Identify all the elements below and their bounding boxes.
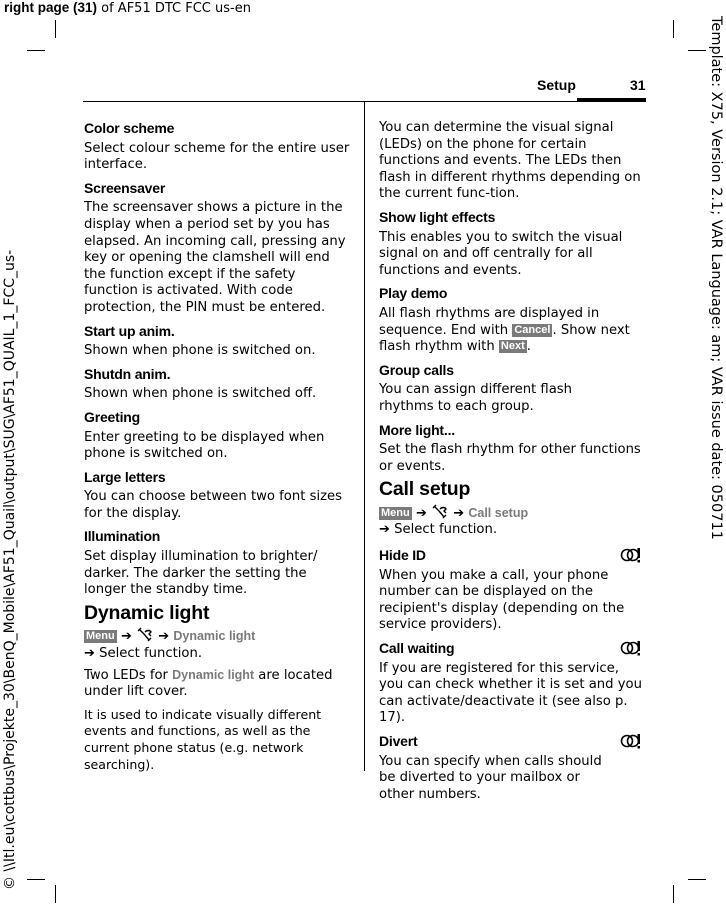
text-greeting: Enter greeting to be displayed when phone is switched on. <box>84 429 325 462</box>
wrench-icon <box>136 627 154 643</box>
arrow-icon: ➔ <box>158 629 170 645</box>
header-doc-name: of AF51 DTC FCC us-en <box>97 1 251 16</box>
leds-text-end: are located under lift cover. <box>84 667 333 700</box>
wrench-icon <box>431 504 449 520</box>
crop-mark <box>27 50 45 51</box>
heading-play-demo: Play demo <box>379 285 448 302</box>
text-screensaver: The screensaver shows a picture in the display when a period set by you has elapsed. An incoming call, pressing any key or opening the clamshell will end the function except if the safety function is activated. With code protection, the PIN must be entered. <box>84 200 346 315</box>
header-page-ref: right page (31) <box>4 0 98 15</box>
text-shutdn-anim: Shown when phone is switched off. <box>84 386 317 402</box>
network-service-icon <box>620 639 642 657</box>
text-play-demo <box>379 306 642 356</box>
document-header <box>4 0 251 16</box>
page-number: 31 <box>630 77 646 93</box>
menu-softkey: Menu <box>86 630 115 643</box>
crop-mark <box>673 885 674 903</box>
menu-path-call-setup <box>379 504 642 539</box>
right-column <box>379 120 642 809</box>
heading-illumination: Illumination <box>84 528 161 545</box>
heading-group-calls: Group calls <box>379 361 454 378</box>
next-softkey: Next <box>500 340 525 353</box>
arrow-icon: ➔ <box>415 505 427 521</box>
template-info-margin: Template: X75, Version 2.1; VAR Language: am; VAR issue date: 050711 <box>708 16 724 540</box>
crop-mark <box>688 50 706 51</box>
text-visual-signal-intro: You can determine the visual signal (LEDs) on the phone for certain functions and events. The LEDs then flash in different rhythms depending on the current func-tion. <box>379 120 641 202</box>
text-divert: You can specify when calls should be diverted to your mailbox or other numbers. <box>379 753 602 802</box>
crop-mark <box>688 879 706 880</box>
text-dynamic-light-usage: It is used to indicate visually different events and functions, as well as the current phone status (e.g. network searching). <box>84 706 322 772</box>
menu-path-label: Dynamic light <box>173 629 256 644</box>
heading-call-setup: Call setup <box>379 478 471 501</box>
arrow-icon: ➔ <box>120 629 132 645</box>
arrow-icon: ➔ <box>379 522 390 538</box>
heading-more-light: More light... <box>379 421 455 438</box>
play-demo-text-3: . <box>526 339 531 355</box>
heading-shutdn-anim: Shutdn anim. <box>84 365 171 382</box>
select-function-text: Select function. <box>394 522 498 538</box>
crop-mark <box>55 20 56 38</box>
menu-path-dynamic-light <box>84 627 350 662</box>
arrow-icon: ➔ <box>84 646 95 662</box>
text-hide-id: When you make a call, your phone number can be displayed on the recipient's display (depending on the service providers). <box>379 567 625 633</box>
text-show-light-effects: This enables you to switch the visual signal on and off centrally for all functions and events. <box>379 229 623 278</box>
heading-screensaver: Screensaver <box>84 179 166 196</box>
cancel-softkey: Cancel <box>514 323 551 336</box>
menu-softkey: Menu <box>381 506 410 519</box>
entry-hide-id <box>379 547 642 634</box>
heading-divert: Divert <box>379 733 418 749</box>
heading-hide-id: Hide ID <box>379 547 426 564</box>
network-service-icon <box>620 732 642 750</box>
text-more-light: Set the flash rhythm for other functions or events. <box>379 442 641 474</box>
heading-greeting: Greeting <box>84 408 140 425</box>
play-demo-text-1: All flash rhythms are displayed in sequence. End with <box>379 305 600 338</box>
heading-call-waiting: Call waiting <box>379 640 455 657</box>
text-illumination: Set display illumination to brighter/ darker. The darker the setting the longer the standby time. <box>84 549 318 598</box>
text-large-letters: You can choose between two font sizes for the display. <box>84 489 343 521</box>
crop-mark <box>55 885 56 903</box>
running-head-section: Setup <box>537 77 576 93</box>
select-function-text: Select function. <box>99 646 203 662</box>
crop-mark <box>27 879 45 880</box>
leds-text-start: Two LEDs for <box>84 667 173 683</box>
heading-large-letters: Large letters <box>84 468 166 485</box>
text-start-up-anim: Shown when phone is switched on. <box>84 343 316 359</box>
text-group-calls: You can assign different flash rhythms to each group. <box>379 382 573 414</box>
arrow-icon: ➔ <box>453 505 465 521</box>
text-dynamic-light-leds <box>84 667 350 701</box>
network-service-icon <box>620 546 642 564</box>
text-color-scheme: Select colour scheme for the entire user interface. <box>84 140 350 173</box>
column-divider <box>364 102 365 771</box>
heading-start-up-anim: Start up anim. <box>84 322 175 339</box>
left-column <box>84 120 350 779</box>
page-number-rule <box>577 98 646 102</box>
heading-show-light-effects: Show light effects <box>379 208 496 225</box>
entry-divert <box>379 733 642 803</box>
dynamic-light-term: Dynamic light <box>172 667 255 682</box>
heading-dynamic-light: Dynamic light <box>84 601 210 624</box>
crop-mark <box>673 20 674 38</box>
file-path-margin: © \\Itl.eu\cottbus\Projekte_30\BenQ_Mobile\AF51_Quail\output\SUG\AF51_QUAIL_1_FCC_us- <box>2 249 18 890</box>
text-call-waiting: If you are registered for this service, you can check whether it is set and you can activate/deactivate it (see also p. 17). <box>379 660 642 726</box>
entry-call-waiting <box>379 640 642 727</box>
menu-path-label: Call setup <box>468 505 529 520</box>
heading-color-scheme: Color scheme <box>84 120 175 136</box>
play-demo-text-2: . Show next flash rhythm with <box>379 322 630 355</box>
